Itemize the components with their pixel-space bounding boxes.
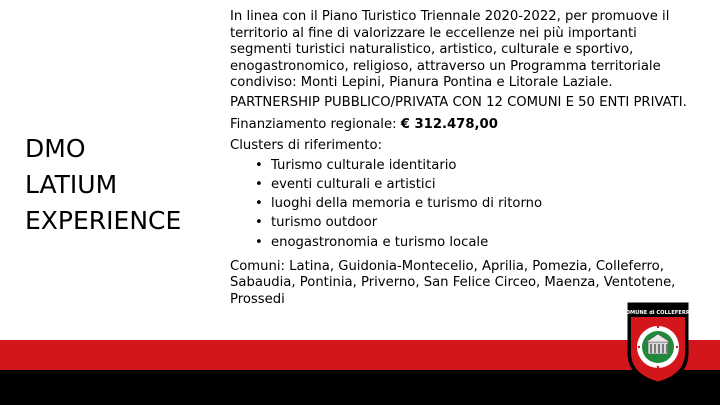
title-line-2: LATIUM xyxy=(25,170,118,199)
bullet-icon: • xyxy=(255,215,263,231)
funding-amount: € 312.478,00 xyxy=(400,116,498,132)
partnership-text: PARTNERSHIP PUBBLICO/PRIVATA CON 12 COMUNI E 50 ENTI PRIVATI. xyxy=(230,94,687,110)
bullet-icon: • xyxy=(255,196,263,212)
list-item: • enogastronomia e turismo locale xyxy=(255,233,700,252)
list-item: • turismo outdoor xyxy=(255,213,700,232)
funding-text xyxy=(230,117,700,134)
slide-title xyxy=(25,131,225,239)
list-item: • luoghi della memoria e turismo di ritorno xyxy=(255,194,700,213)
clusters-list xyxy=(230,156,700,252)
red-band xyxy=(0,340,720,370)
black-band xyxy=(0,370,720,405)
title-line-1: DMO xyxy=(25,134,86,163)
clusters-label: Clusters di riferimento: xyxy=(230,138,383,154)
intro-paragraph: In linea con il Piano Turistico Triennale 2020-2022, per promuove il territorio al fine di valorizzare le eccellenze nei più importanti segmenti turistici naturalistico, artistico, culturale e sportivo, enogastronomico, religioso, attraverso un Programma territoriale condiviso: Monti Lepini, Pianura Pontina e Litorale Laziale. xyxy=(230,9,670,91)
title-line-3: EXPERIENCE xyxy=(25,206,182,235)
list-item: • Turismo culturale identitario xyxy=(255,156,700,175)
list-item: • eventi culturali e artistici xyxy=(255,175,700,194)
slide-body xyxy=(230,9,700,309)
bullet-icon: • xyxy=(255,234,263,250)
bullet-icon: • xyxy=(255,157,263,173)
crest-text: COMUNE di COLLEFERRO xyxy=(621,310,695,316)
comuni-paragraph: Comuni: Latina, Guidonia-Montecelio, Aprilia, Pomezia, Colleferro, Sabaudia, Pontinia, Priverno, San Felice Circeo, Maenza, Ventotene, Prossedi xyxy=(230,258,676,307)
bullet-icon: • xyxy=(255,176,263,192)
colleferro-crest-icon xyxy=(621,301,695,387)
funding-label: Finanziamento regionale: xyxy=(230,116,401,132)
